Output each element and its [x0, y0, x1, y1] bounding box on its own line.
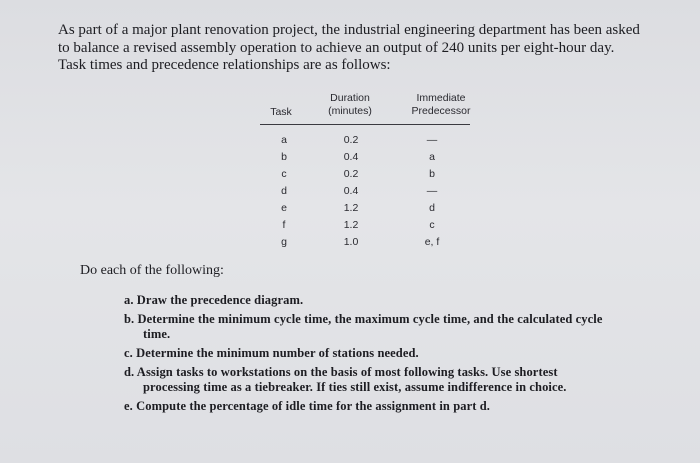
cell-predecessor: e, f [424, 236, 440, 248]
cell-predecessor: — [426, 185, 438, 197]
cell-duration: 1.0 [343, 236, 359, 248]
question-c-text: c. Determine the minimum number of stations needed. [124, 346, 419, 360]
cell-task: e [281, 202, 287, 214]
cell-predecessor: — [426, 134, 438, 146]
question-c [124, 346, 684, 361]
question-list [124, 293, 684, 418]
header-predecessor [401, 92, 481, 118]
cell-task: f [282, 219, 286, 231]
question-b-line2: time. [143, 327, 171, 341]
question-e [124, 399, 684, 414]
question-a-text: a. Draw the precedence diagram. [124, 293, 304, 307]
header-duration-line2: (minutes) [328, 105, 372, 117]
cell-duration: 0.2 [343, 168, 359, 180]
question-d [124, 365, 684, 395]
cell-task: d [281, 185, 287, 197]
cell-predecessor: c [429, 219, 435, 231]
cell-task: c [281, 168, 287, 180]
intro-line-2: to balance a revised assembly operation to achieve an output of 240 units per eight-hour day. [58, 39, 615, 56]
header-pred-line1: Immediate [416, 92, 466, 104]
question-d-line1: d. Assign tasks to workstations on the basis of most following tasks. Use shortest [124, 365, 558, 379]
cell-task: g [281, 236, 287, 248]
cell-predecessor: b [429, 168, 435, 180]
cell-duration: 0.4 [343, 185, 359, 197]
intro-line-1: As part of a major plant renovation project, the industrial engineering department has been asked [58, 22, 640, 38]
cell-duration: 0.4 [343, 151, 359, 163]
header-duration [319, 92, 381, 118]
intro-line-3: Task times and precedence relationships are as follows: [58, 57, 391, 73]
question-e-text: e. Compute the percentage of idle time for the assignment in part d. [124, 399, 491, 413]
instructions-heading: Do each of the following: [80, 263, 224, 278]
cell-duration: 1.2 [343, 219, 359, 231]
cell-task: a [281, 134, 287, 146]
header-duration-line1: Duration [330, 92, 370, 104]
cell-predecessor: d [429, 202, 435, 214]
cell-duration: 0.2 [343, 134, 359, 146]
question-a [124, 293, 684, 308]
cell-task: b [281, 151, 287, 163]
question-b-line1: b. Determine the minimum cycle time, the maximum cycle time, and the calculated cycle [124, 312, 603, 326]
question-d-line2: processing time as a tiebreaker. If ties still exist, assume indifference in choice. [143, 380, 567, 394]
header-task: Task [270, 106, 292, 118]
header-pred-line2: Predecessor [411, 105, 471, 117]
cell-predecessor: a [429, 151, 435, 163]
header-rule [260, 124, 470, 125]
cell-duration: 1.2 [343, 202, 359, 214]
question-b [124, 312, 684, 342]
problem-statement [58, 22, 678, 75]
